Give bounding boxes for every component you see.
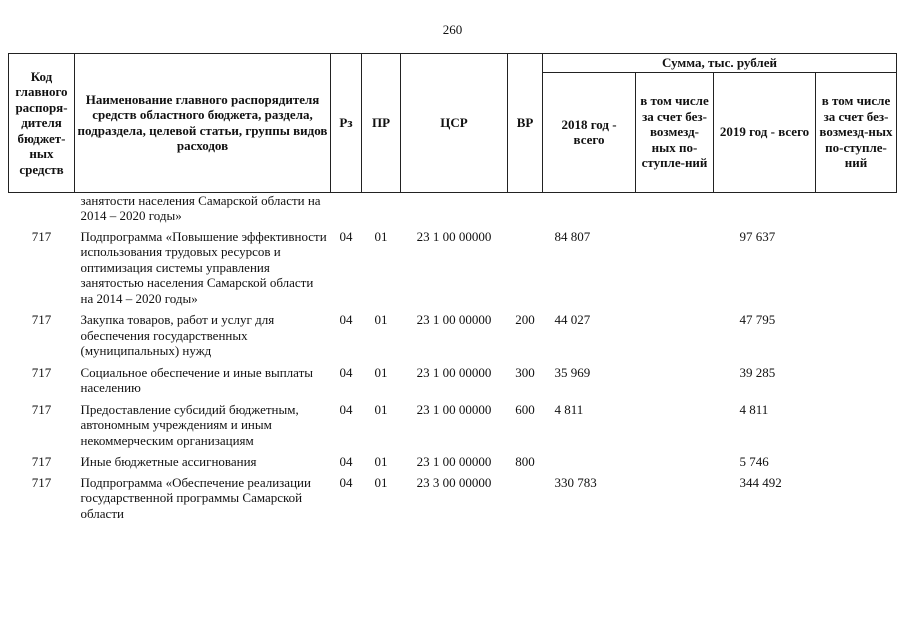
table-body (9, 192, 897, 521)
table-row (9, 454, 897, 470)
cell-name: Иные бюджетные ассигнования (80, 454, 257, 469)
cell-csr: 23 3 00 00000 (416, 474, 492, 490)
cell-name: Социальное обеспечение и иные выплаты населению (80, 364, 314, 395)
table-row (9, 475, 897, 522)
cell-code: 717 (31, 312, 52, 327)
cell-2019-free (816, 312, 897, 359)
cell-rz (331, 192, 362, 224)
cell-rz: 04 (339, 228, 353, 244)
cell-2019-total: 4 811 (739, 401, 769, 417)
budget-table (8, 53, 897, 521)
header-code: Код главного распоря-дителя бюджет-ных средств (9, 54, 75, 193)
cell-2018-total: 330 783 (554, 474, 597, 490)
cell-2018-free (636, 365, 714, 396)
cell-2019-total: 47 795 (739, 312, 776, 327)
cell-2018-total (543, 454, 636, 470)
cell-pr (362, 192, 401, 224)
header-2019-free: в том числе за счет без-возмезд-ных по-ступле-ний (816, 72, 897, 192)
table-header (9, 54, 897, 193)
header-2019-total: 2019 год - всего (714, 72, 816, 192)
cell-code: 717 (31, 401, 52, 417)
header-csr: ЦСР (401, 54, 508, 193)
cell-2018-free (636, 475, 714, 522)
cell-2018-total (543, 192, 636, 224)
cell-2019-free (816, 365, 897, 396)
cell-csr (401, 192, 508, 224)
cell-2018-free (636, 192, 714, 224)
cell-2018-total: 35 969 (554, 364, 591, 380)
cell-pr: 01 (374, 454, 388, 469)
cell-2018-free (636, 229, 714, 307)
cell-rz: 04 (339, 401, 353, 417)
cell-2018-free (636, 454, 714, 470)
cell-pr: 01 (374, 401, 388, 417)
cell-2019-free (816, 402, 897, 449)
header-rz: Рз (331, 54, 362, 193)
cell-rz: 04 (339, 474, 353, 490)
cell-2018-total: 84 807 (554, 228, 591, 244)
table-row (9, 229, 897, 307)
cell-csr: 23 1 00 00000 (416, 228, 492, 244)
cell-2018-total: 4 811 (554, 401, 584, 417)
cell-vr: 800 (515, 454, 535, 469)
cell-2019-total: 344 492 (739, 474, 782, 490)
cell-rz: 04 (339, 454, 353, 469)
cell-code: 717 (31, 454, 52, 469)
cell-2019-total: 39 285 (739, 364, 776, 380)
table-row (9, 402, 897, 449)
cell-name: Подпрограмма «Обеспечение реализации государственной программы Самарской области (80, 474, 311, 521)
cell-2019-total: 5 746 (739, 454, 769, 469)
cell-2019-free (816, 454, 897, 470)
cell-csr: 23 1 00 00000 (416, 312, 492, 327)
header-pr: ПР (362, 54, 401, 193)
table-row (9, 192, 897, 224)
header-2018-total: 2018 год - всего (543, 72, 636, 192)
header-2018-free: в том числе за счет без-возмезд-ных по-ступле-ний (636, 72, 714, 192)
cell-pr: 01 (374, 474, 388, 490)
cell-pr: 01 (374, 364, 388, 380)
cell-name: Предоставление субсидий бюджетным, автономным учреждениям и иным некоммерческим организациям (80, 401, 299, 448)
cell-2019-free (816, 192, 897, 224)
header-sum-group: Сумма, тыс. рублей (543, 54, 897, 73)
cell-2018-total: 44 027 (554, 312, 591, 327)
cell-name: занятости населения Самарской области на 2014 – 2020 годы» (80, 192, 321, 223)
cell-2018-free (636, 312, 714, 359)
table-row (9, 365, 897, 396)
cell-name: Закупка товаров, работ и услуг для обеспечения государственных (муниципальных) нужд (80, 312, 275, 358)
cell-code: 717 (31, 364, 52, 380)
cell-vr (508, 192, 543, 224)
header-vr: ВР (508, 54, 543, 193)
cell-code: 717 (31, 474, 52, 490)
cell-csr: 23 1 00 00000 (416, 401, 492, 417)
cell-vr: 200 (515, 312, 535, 327)
page-number: 260 (442, 22, 463, 37)
cell-vr: 600 (515, 401, 535, 417)
cell-csr: 23 1 00 00000 (416, 454, 492, 469)
cell-pr: 01 (374, 228, 388, 244)
cell-2018-free (636, 402, 714, 449)
cell-name: Подпрограмма «Повышение эффективности использования трудовых ресурсов и оптимизация системы управления занятостью населения Самарской области на 2014 – 2020 годы» (80, 228, 327, 306)
cell-2019-free (816, 475, 897, 522)
cell-rz: 04 (339, 312, 353, 327)
cell-rz: 04 (339, 364, 353, 380)
cell-csr: 23 1 00 00000 (416, 364, 492, 380)
cell-code (9, 192, 75, 224)
table-row (9, 312, 897, 359)
cell-2019-free (816, 229, 897, 307)
cell-vr: 300 (515, 364, 535, 380)
cell-vr (508, 229, 543, 307)
cell-vr (508, 475, 543, 522)
cell-2019-total (714, 192, 816, 224)
cell-code: 717 (31, 228, 52, 244)
header-name: Наименование главного распорядителя средств областного бюджета, раздела, подраздела, целевой статьи, группы видов расходов (75, 54, 331, 193)
cell-2019-total: 97 637 (739, 228, 776, 244)
cell-pr: 01 (374, 312, 388, 327)
